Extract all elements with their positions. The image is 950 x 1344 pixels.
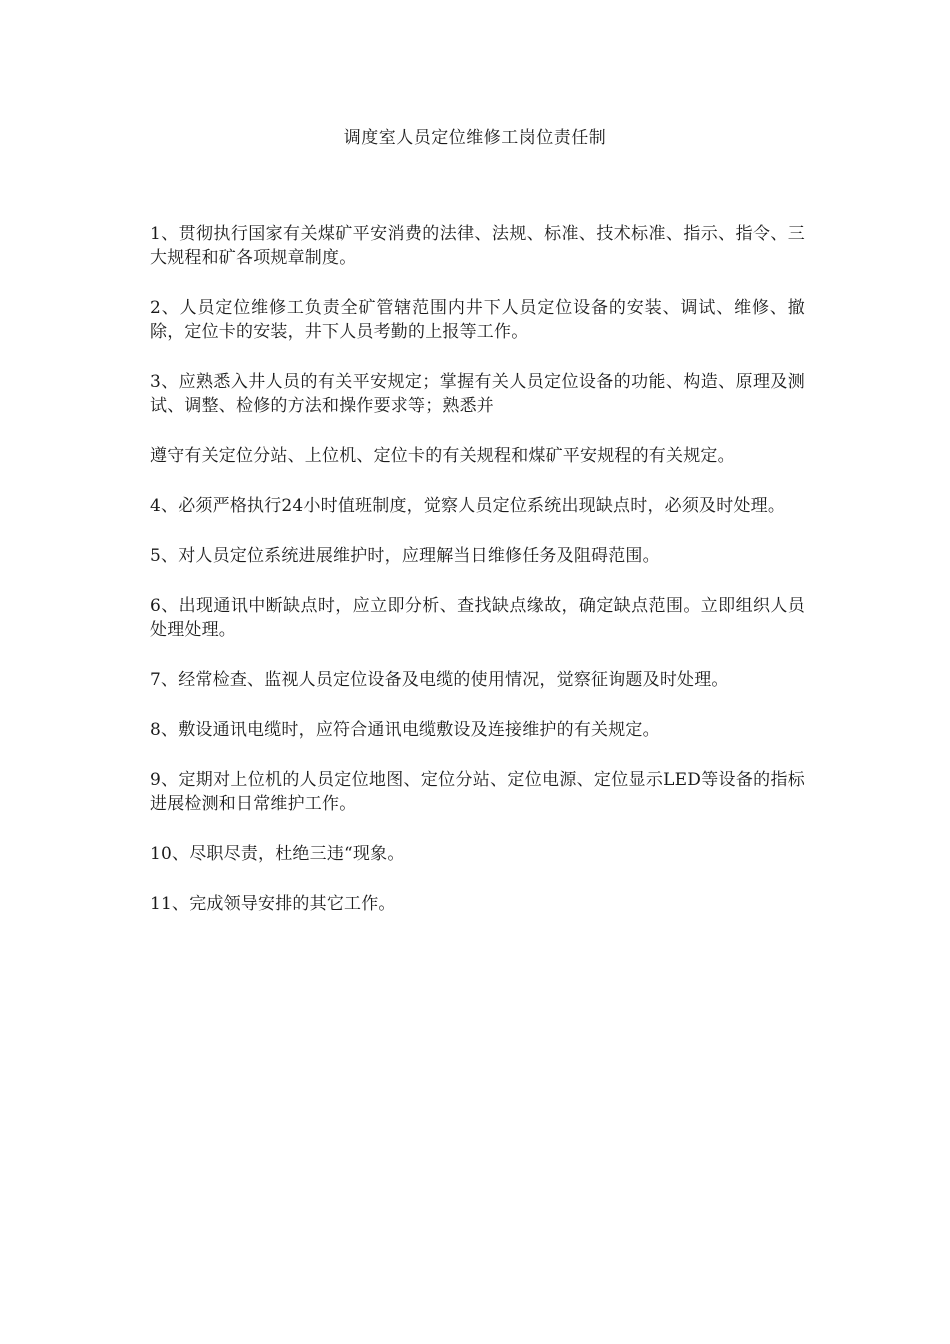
paragraph-5: 5、对人员定位系统进展维护时，应理解当日维修任务及阻碍范围。 — [150, 546, 660, 566]
paragraph-1: 1、贯彻执行国家有关煤矿平安消费的法律、法规、标准、技术标准、指示、指令、三大规程和矿各项规章制度。 — [150, 224, 805, 268]
paragraph-2: 2、人员定位维修工负责全矿管辖范围内井下人员定位设备的安装、调试、维修、撤除，定位卡的安装，井下人员考勤的上报等工作。 — [150, 298, 805, 342]
paragraph-10: 10、尽职尽责，杜绝三违“现象。 — [150, 844, 405, 864]
document-title: 调度室人员定位维修工岗位责任制 — [343, 128, 607, 148]
paragraph-9: 9、定期对上位机的人员定位地图、定位分站、定位电源、定位显示LED等设备的指标进展检测和日常维护工作。 — [150, 770, 805, 814]
paragraph-4: 4、必须严格执行24小时值班制度，觉察人员定位系统出现缺点时，必须及时处理。 — [150, 496, 786, 516]
paragraph-11: 11、完成领导安排的其它工作。 — [150, 894, 396, 914]
paragraph-7: 7、经常检查、监视人员定位设备及电缆的使用情况，觉察征询题及时处理。 — [150, 670, 729, 690]
document-body — [150, 222, 805, 942]
paragraph-3: 3、应熟悉入井人员的有关平安规定；掌握有关人员定位设备的功能、构造、原理及测试、调整、检修的方法和操作要求等；熟悉并 — [150, 372, 805, 416]
paragraph-8: 8、敷设通讯电缆时，应符合通讯电缆敷设及连接维护的有关规定。 — [150, 720, 660, 740]
paragraph-6: 6、出现通讯中断缺点时，应立即分析、查找缺点缘故，确定缺点范围。立即组织人员处理处理。 — [150, 596, 805, 640]
paragraph-3-continued: 遵守有关定位分站、上位机、定位卡的有关规程和煤矿平安规程的有关规定。 — [150, 446, 735, 466]
